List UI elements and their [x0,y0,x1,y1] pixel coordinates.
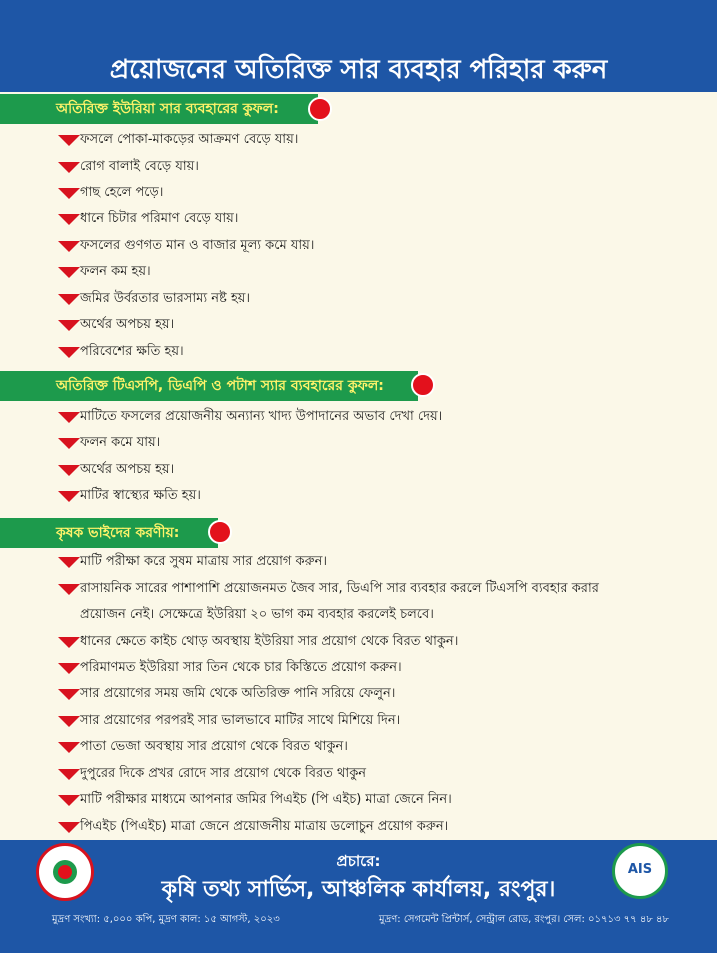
footer-organization: কৃষি তথ্য সার্ভিস, আঞ্চলিক কার্যালয়, রংপুর। [161,877,556,902]
bullet-triangle-icon [58,267,80,278]
section-heading: কৃষক ভাইদের করণীয়: [0,518,218,548]
bullet-triangle-icon [58,214,80,225]
poster-title: প্রয়োজনের অতিরিক্ত সার ব্যবহার পরিহার করুন [109,55,608,85]
bullet-triangle-icon [58,491,80,502]
red-dot-icon [208,520,232,544]
print-info-right: মুদ্রণ: সেগমেন্ট প্রিন্টার্স, সেন্ট্রাল রোড, রংপুর। সেল: ০১৭১৩ ৭৭ ৪৮ ৪৮ [379,914,669,925]
bullet-triangle-icon [58,135,80,146]
bullet-triangle-icon [58,188,80,199]
section-heading: অতিরিক্ত টিএসপি, ডিএপি ও পটাশ স্যার ব্যবহারের কুফল: [0,371,418,401]
print-info-left: মুদ্রণ সংখ্যা: ৫,০০০ কপি, মুদ্রণ কাল: ১৫ আগস্ট, ২০২৩ [52,914,280,925]
bullet-triangle-icon [58,689,80,700]
bullet-triangle-icon [58,637,80,648]
bullet-triangle-icon [58,162,80,173]
red-dot-icon [411,373,435,397]
bullet-triangle-icon [58,438,80,449]
bullet-triangle-icon [58,769,80,780]
bullet-triangle-icon [58,663,80,674]
bullet-triangle-icon [58,742,80,753]
bullet-triangle-icon [58,822,80,833]
bullet-triangle-icon [58,465,80,476]
bullet-triangle-icon [58,795,80,806]
ais-logo-icon [612,843,668,899]
red-dot-icon [308,97,332,121]
list-item-continuation: প্রয়োজন নেই। সেক্ষেত্রে ইউরিয়া ২০ ভাগ কম ব্যবহার করলেই চলবে। [80,607,434,622]
footer-label: প্রচারে: [336,852,381,870]
bullet-triangle-icon [58,412,80,423]
bullet-triangle-icon [58,716,80,727]
bullet-triangle-icon [58,320,80,331]
section-heading: অতিরিক্ত ইউরিয়া সার ব্যবহারের কুফল: [0,94,318,124]
bullet-triangle-icon [58,557,80,568]
bullet-triangle-icon [58,347,80,358]
bullet-triangle-icon [58,294,80,305]
ais-logo-text: AIS [627,862,653,877]
bullet-triangle-icon [58,584,80,595]
bullet-triangle-icon [58,241,80,252]
